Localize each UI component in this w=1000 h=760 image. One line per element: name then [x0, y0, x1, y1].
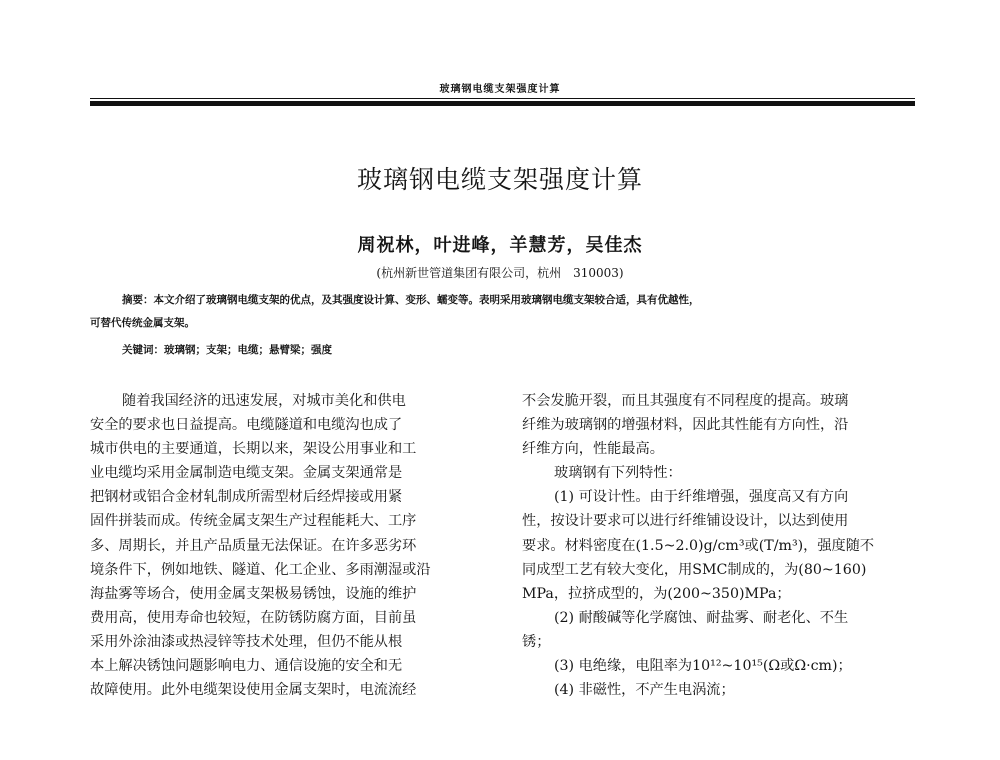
body-line: 海盐雾等场合，使用金属支架极易锈蚀，设施的维护: [90, 585, 417, 602]
body-line: 把钢材或铝合金材轧制成所需型材后经焊接或用紧: [90, 489, 403, 506]
body-line: 费用高，使用寿命也较短，在防锈防腐方面，目前虽: [90, 609, 417, 626]
authors: 周祝林，叶进峰，羊慧芳，吴佳杰: [357, 235, 643, 256]
body-line: (3) 电绝缘，电阻率为10¹²~10¹⁵(Ω或Ω·cm)；: [554, 658, 852, 675]
body-line: 锈；: [522, 633, 551, 650]
body-line: 要求。材料密度在(1.5~2.0)g/cm³或(T/m³)，强度随不: [522, 537, 875, 554]
header-rule-thin: [90, 98, 915, 99]
body-line: 业电缆均采用金属制造电缆支架。金属支架通常是: [90, 465, 403, 482]
body-line: (2) 耐酸碱等化学腐蚀、耐盐雾、耐老化、不生: [554, 609, 849, 626]
body-line: 不会发脆开裂，而且其强度有不同程度的提高。玻璃: [522, 393, 849, 409]
body-column-right: [522, 389, 919, 702]
body-line: MPa，拉挤成型的，为(200~350)MPa；: [522, 585, 791, 602]
body-line: 故障使用。此外电缆架设使用金属支架时，电流流经: [90, 682, 417, 699]
body-line: 纤维为玻璃钢的增强材料，因此其性能有方向性，沿: [522, 417, 849, 434]
paper-title: 玻璃钢电缆支架强度计算: [356, 165, 643, 194]
abstract: [90, 289, 920, 335]
body-line: (4) 非磁性，不产生电涡流；: [554, 682, 735, 699]
body-column-left: [90, 389, 487, 702]
abstract-line: 可替代传统金属支架。: [90, 317, 195, 329]
keywords: 关键词：玻璃钢；支架；电缆；悬臂梁；强度: [122, 344, 332, 356]
body-line: 性，按设计要求可以进行纤维铺设设计，以达到使用: [522, 513, 849, 530]
body-line: 同成型工艺有较大变化，用SMC制成的，为(80~160): [522, 561, 867, 578]
body-line: 城市供电的主要通道，长期以来，架设公用事业和工: [90, 441, 417, 458]
body-line: 固件拼装而成。传统金属支架生产过程能耗大、工序: [90, 513, 417, 530]
header-rule-thick: [90, 101, 915, 106]
body-line: 本上解决锈蚀问题影响电力、通信设施的安全和无: [90, 658, 403, 675]
body-line: 多、周期长，并且产品质量无法保证。在许多恶劣环: [90, 537, 417, 554]
affiliation: (杭州新世管道集团有限公司，杭州 310003): [376, 266, 624, 280]
body-line: 纤维方向，性能最高。: [522, 441, 664, 458]
body-line: 安全的要求也日益提高。电缆隧道和电缆沟也成了: [90, 417, 403, 434]
body-line: 境条件下，例如地铁、隧道、化工企业、多雨潮湿或沿: [90, 561, 431, 578]
body-line: (1) 可设计性。由于纤维增强，强度高又有方向: [554, 489, 849, 506]
running-header: 玻璃钢电缆支架强度计算: [439, 84, 561, 95]
body-line: 随着我国经济的迅速发展，对城市美化和供电: [122, 393, 406, 409]
body-line: 玻璃钢有下列特性：: [554, 465, 682, 482]
abstract-line: 摘要：本文介绍了玻璃钢电缆支架的优点，及其强度设计算、变形、蠕变等。表明采用玻璃钢电缆支架较合适，具有优越性，: [122, 294, 700, 306]
body-line: 采用外涂油漆或热浸锌等技术处理，但仍不能从根: [90, 633, 403, 650]
